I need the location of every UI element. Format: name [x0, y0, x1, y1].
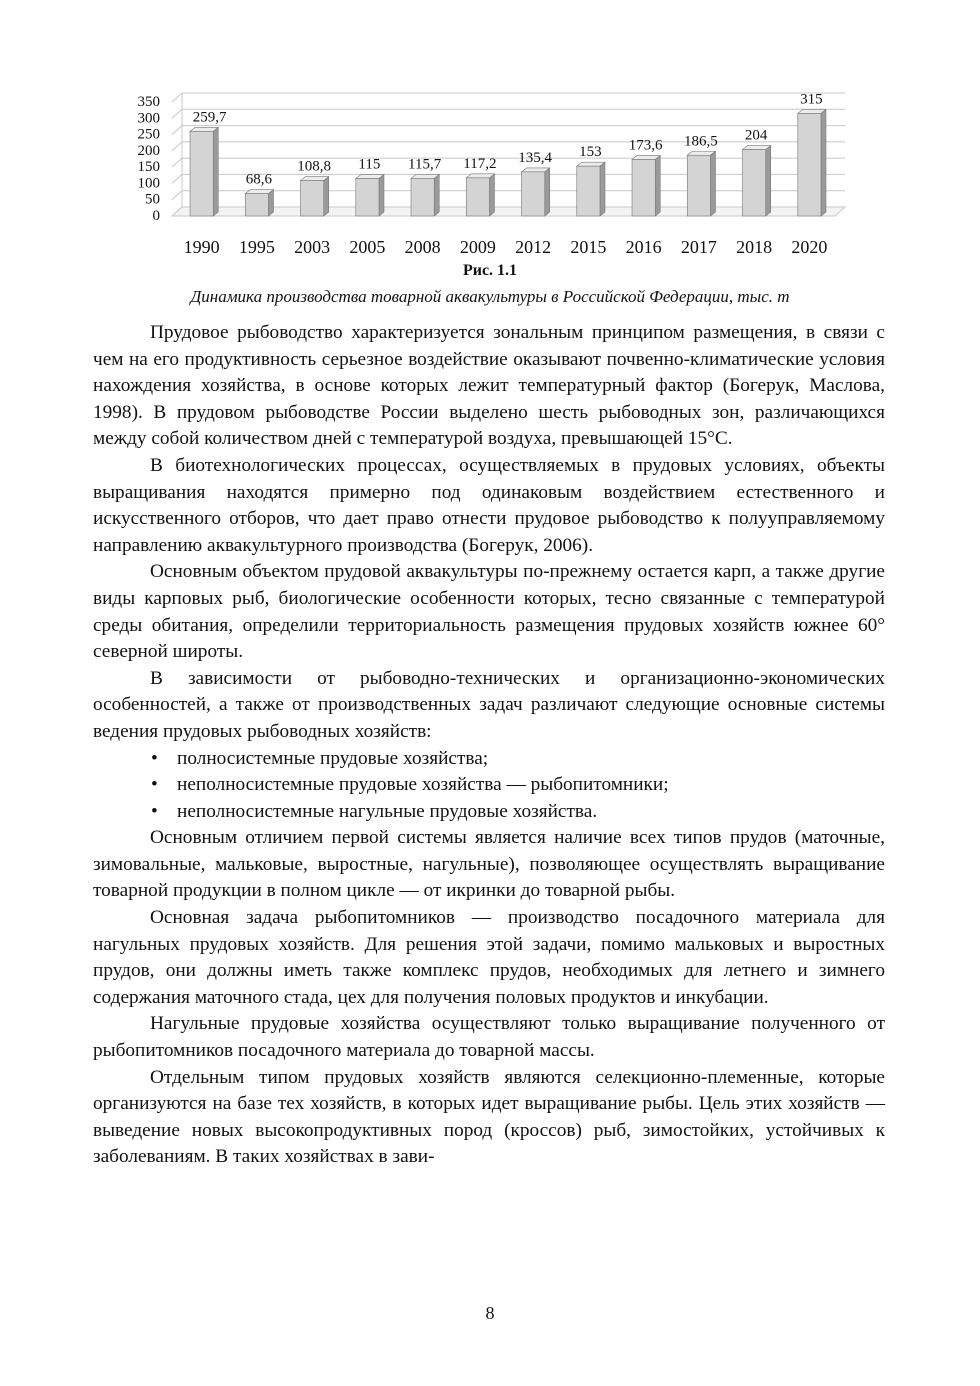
- data-label: 153: [579, 144, 602, 161]
- bar-chart: [120, 88, 860, 260]
- y-tick-label: 250: [137, 126, 160, 143]
- data-label: 135,4: [518, 149, 552, 166]
- x-tick-label: 2017: [680, 237, 717, 257]
- y-tick-label: 150: [137, 159, 160, 176]
- bar-side: [489, 174, 494, 216]
- data-label: 117,2: [463, 155, 497, 172]
- bar-top: [356, 175, 384, 179]
- bar-top: [301, 177, 329, 181]
- bar: [522, 172, 545, 216]
- grid-line-side: [172, 191, 182, 200]
- bullet-list: [93, 746, 885, 826]
- data-label: 173,6: [628, 137, 663, 154]
- x-tick-label: 2005: [349, 237, 386, 257]
- grid-line-side: [172, 126, 182, 135]
- bar-side: [655, 155, 660, 216]
- y-tick-label: 200: [137, 142, 160, 159]
- bar-top: [411, 174, 439, 178]
- bar: [356, 179, 379, 216]
- bar-side: [710, 151, 715, 216]
- bar: [632, 159, 655, 216]
- x-tick-label: 2003: [294, 237, 331, 257]
- bar-side: [213, 127, 218, 216]
- y-tick-label: 50: [145, 191, 160, 208]
- x-tick-label: 2020: [791, 237, 828, 257]
- bullet-icon: •: [151, 774, 158, 796]
- paragraph: Отдельным типом прудовых хозяйств являются селекционно-племенные, которые организуются на базе тех хозяйств, в которых идет выращивание рыбы. Цель этих хозяйств — выведение новых высокопродуктивных пород (кроссов) рыб, зимостойких, устойчивых к заболеваниям. В таких хозяйствах в зави-: [93, 1066, 885, 1168]
- bar-side: [600, 162, 605, 216]
- x-tick-label: 2012: [515, 237, 552, 257]
- bar-side: [324, 177, 329, 216]
- list-item: [93, 772, 885, 799]
- data-label: 204: [744, 127, 768, 144]
- grid-line-side: [172, 109, 182, 118]
- bar-top: [245, 190, 273, 194]
- grid-line-side: [172, 142, 182, 151]
- paragraph: Прудовое рыбоводство характеризуется зональным принципом размещения, в связи с чем на его продуктивность серьезное воздействие оказывают почвенно-климатические условия нахождения хозяйства, в основе которых лежит температурный фактор (Богерук, Маслова, 1998). В прудовом рыбоводстве России выделено шесть рыбоводных зон, различающихся между собой количеством дней с температурой воздуха, превышающей 15°С.: [93, 322, 885, 450]
- bar: [245, 194, 268, 216]
- x-tick-label: 2016: [625, 237, 662, 257]
- x-tick-label: 1990: [183, 237, 220, 257]
- data-label: 108,8: [297, 158, 331, 175]
- list-item-text: неполносистемные нагульные прудовые хозяйства.: [177, 800, 598, 822]
- bar-side: [766, 146, 771, 216]
- x-tick-label: 2018: [736, 237, 773, 257]
- y-tick-label: 100: [137, 175, 160, 192]
- x-tick-label: 2008: [404, 237, 441, 257]
- paragraph: Нагульные прудовые хозяйства осуществляют только выращивание полученного от рыбопитомников посадочного материала до товарной массы.: [93, 1013, 885, 1062]
- list-item-text: полносистемные прудовые хозяйства;: [177, 747, 489, 769]
- bar-top: [798, 109, 826, 113]
- paragraph: В биотехнологических процессах, осуществляемых в прудовых условиях, объекты выращивания находятся примерно под одинаковым воздействием естественного и искусственного отборов, что дает право отнести прудовое рыбоводство к полууправляемому направлению аквакультурного производства (Богерук, 2006).: [93, 454, 885, 556]
- bar-top: [577, 162, 605, 166]
- bar: [798, 113, 821, 216]
- x-tick-label: 2015: [570, 237, 607, 257]
- grid-line-side: [172, 158, 182, 167]
- y-tick-label: 300: [137, 110, 160, 127]
- data-label: 315: [800, 91, 823, 108]
- y-tick-label: 0: [152, 208, 160, 224]
- bullet-icon: •: [151, 747, 158, 769]
- bar-side: [545, 168, 550, 216]
- bar: [687, 155, 710, 216]
- x-tick-label: 2009: [459, 237, 496, 257]
- bar-top: [466, 174, 494, 178]
- bar-side: [268, 190, 273, 216]
- list-item: [93, 799, 885, 826]
- body-text: [93, 320, 885, 1171]
- figure-caption: Динамика производства товарной аквакультуры в Российской Федерации, тыс. т: [190, 287, 790, 306]
- y-tick-label: 350: [137, 94, 160, 110]
- page-number: 8: [485, 1303, 495, 1323]
- bar-top: [687, 151, 715, 155]
- paragraph: Основная задача рыбопитомников — производство посадочного материала для нагульных прудовых хозяйств. Для решения этой задачи, помимо мальковых и выростных прудов, они должны иметь также комплекс прудов, необходимых для летнего и зимнего содержания маточного стада, цех для получения половых продуктов и инкубации.: [93, 907, 885, 1008]
- figure-number: Рис. 1.1: [462, 262, 518, 279]
- data-label: 115: [358, 156, 381, 173]
- x-tick-label: 1995: [238, 237, 275, 257]
- data-label: 259,7: [192, 109, 227, 126]
- grid-line-side: [172, 174, 182, 183]
- bar-side: [379, 175, 384, 216]
- bullet-icon: •: [151, 800, 158, 822]
- chart-canvas: [120, 88, 860, 260]
- bar-top: [632, 155, 660, 159]
- bar: [743, 150, 766, 216]
- bar: [577, 166, 600, 216]
- data-label: 186,5: [684, 133, 718, 150]
- bar: [301, 181, 324, 216]
- bar-top: [190, 127, 218, 131]
- data-label: 68,6: [245, 171, 272, 188]
- bar: [466, 178, 489, 216]
- list-item: [93, 746, 885, 773]
- bar-top: [522, 168, 550, 172]
- paragraph: Основным объектом прудовой аквакультуры по-прежнему остается карп, а также другие виды карповых рыб, биологические особенности которых, тесно связанные с температурой среды обитания, определили территориальность размещения прудовых хозяйств южнее 60° северной широты.: [93, 561, 885, 663]
- bar-side: [434, 174, 439, 216]
- list-item-text: неполносистемные прудовые хозяйства — рыбопитомники;: [177, 774, 669, 796]
- bar-side: [821, 109, 826, 216]
- grid-line-side: [172, 93, 182, 102]
- paragraph: В зависимости от рыбоводно-технических и организационно-экономических особенностей, а также от производственных задач различают следующие основные системы ведения прудовых рыбоводных хозяйств:: [93, 667, 885, 742]
- bar: [411, 178, 434, 216]
- paragraph: Основным отличием первой системы является наличие всех типов прудов (маточные, зимовальные, мальковые, выростные, нагульные), позволяющее осуществлять выращивание товарной продукции в полном цикле — от икринки до товарной рыбы.: [93, 827, 885, 902]
- bar-top: [743, 146, 771, 150]
- data-label: 115,7: [408, 156, 442, 173]
- bar: [190, 131, 213, 216]
